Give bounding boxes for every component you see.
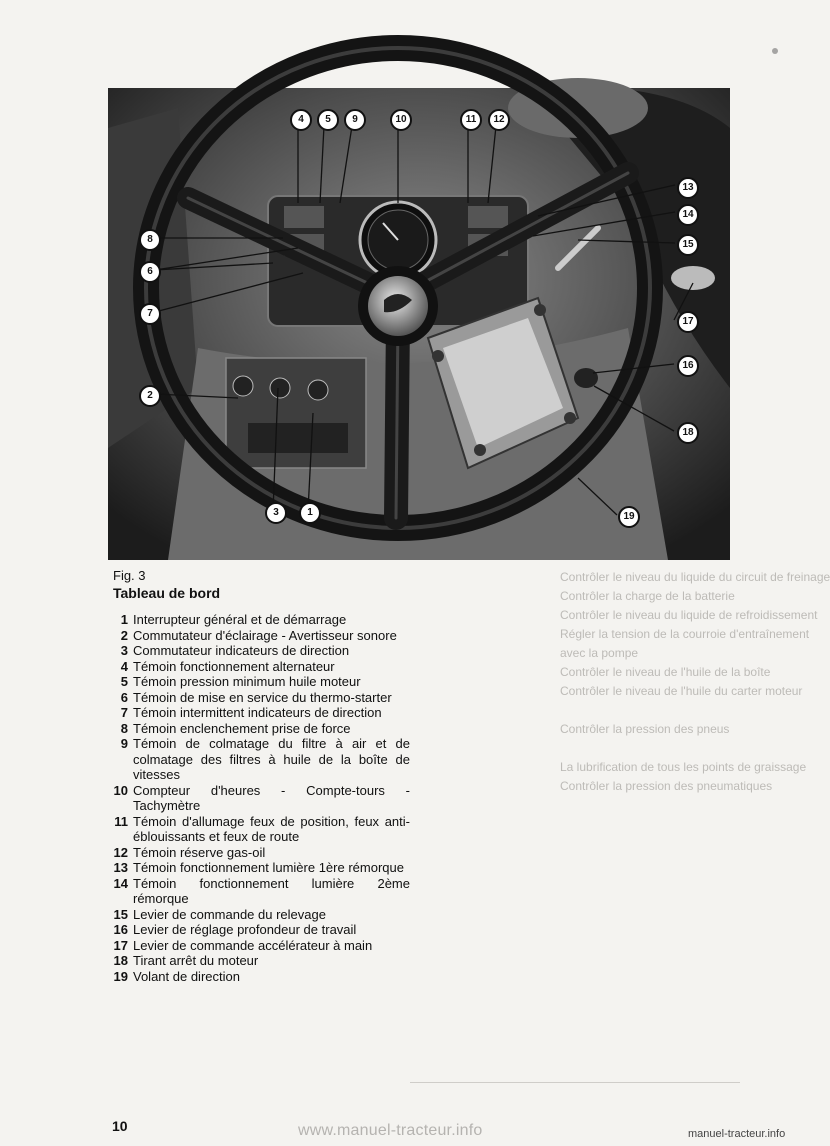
legend-number: 13 xyxy=(113,860,128,875)
callout-6: 6 xyxy=(139,261,161,283)
legend-text: Témoin fonctionnement lumière 1ère rémorque xyxy=(133,860,404,875)
legend-number: 10 xyxy=(113,782,128,798)
legend-item xyxy=(104,922,410,938)
legend-text: Témoin intermittent indicateurs de direction xyxy=(133,705,382,720)
legend-item xyxy=(104,705,410,721)
ghost-line: Contrôler le niveau de l'huile du carter moteur xyxy=(560,684,803,698)
legend-text: Interrupteur général et de démarrage xyxy=(133,612,347,627)
legend-item xyxy=(104,612,410,628)
legend-number: 1 xyxy=(120,612,128,627)
legend-text: Tirant arrêt du moteur xyxy=(133,953,259,968)
legend-text: Témoin enclenchement prise de force xyxy=(133,720,351,736)
legend-text: Commutateur d'éclairage - Avertisseur sonore xyxy=(133,627,397,643)
callout-2: 2 xyxy=(139,385,161,407)
legend-item xyxy=(104,845,410,861)
legend-number: 3 xyxy=(120,643,128,658)
callout-13: 13 xyxy=(677,177,699,199)
legend-list xyxy=(104,612,410,984)
ghost-line: Contrôler le niveau du liquide du circuit de freinage xyxy=(560,570,830,584)
watermark: www.manuel-tracteur.info xyxy=(298,1122,483,1139)
legend-item xyxy=(104,953,410,969)
ghost-line: Contrôler la pression des pneus xyxy=(560,722,730,736)
legend-text: Témoin de colmatage du filtre à air et de colmatage des filtres à huile de la boîte de vitesses xyxy=(133,736,410,782)
ghost-line: La lubrification de tous les points de graissage xyxy=(560,760,807,774)
ghost-line: Contrôler le niveau du liquide de refroidissement xyxy=(560,608,818,622)
legend-text: Témoin fonctionnement lumière 2ème rémorque xyxy=(133,875,410,906)
legend-item xyxy=(104,643,410,659)
dashboard-photo xyxy=(108,88,730,560)
bleed-through-text xyxy=(560,568,830,796)
legend-number: 17 xyxy=(113,937,128,953)
legend-number: 7 xyxy=(120,705,128,720)
dashboard-illustration xyxy=(108,88,730,560)
callout-8: 8 xyxy=(139,229,161,251)
page-number: 10 xyxy=(112,1118,128,1134)
page-corner-mark xyxy=(772,48,778,54)
legend-text: Témoin de mise en service du thermo-starter xyxy=(133,689,392,705)
legend-number: 4 xyxy=(120,658,128,674)
legend-item xyxy=(104,783,410,814)
legend-text: Témoin fonctionnement alternateur xyxy=(133,658,335,674)
legend-number: 2 xyxy=(120,627,128,643)
callout-14: 14 xyxy=(677,204,699,226)
legend-item xyxy=(104,907,410,923)
ghost-line: Contrôler la pression des pneumatiques xyxy=(560,779,773,793)
legend-number: 9 xyxy=(120,736,128,751)
legend-text: Commutateur indicateurs de direction xyxy=(133,643,350,658)
ghost-rule xyxy=(410,1082,740,1083)
callout-7: 7 xyxy=(139,303,161,325)
callout-16: 16 xyxy=(677,355,699,377)
callout-1: 1 xyxy=(299,502,321,524)
legend-number: 12 xyxy=(113,844,128,860)
legend-item xyxy=(104,659,410,675)
watermark-small: manuel-tracteur.info xyxy=(688,1128,786,1140)
callout-4: 4 xyxy=(290,109,312,131)
legend-text: Compteur d'heures - Compte-tours - Tachymètre xyxy=(133,782,410,813)
figure-title: Tableau de bord xyxy=(113,585,221,601)
legend-item xyxy=(104,674,410,690)
callout-10: 10 xyxy=(390,109,412,131)
legend-text: Témoin d'allumage feux de position, feux anti-éblouissants et feux de route xyxy=(133,813,410,844)
legend-text: Témoin pression minimum huile moteur xyxy=(133,674,361,689)
callout-19: 19 xyxy=(618,506,640,528)
ghost-line: Régler la tension de la courroie d'entraînement xyxy=(560,627,810,641)
callout-18: 18 xyxy=(677,422,699,444)
callout-11: 11 xyxy=(460,109,482,131)
legend-item xyxy=(104,814,410,845)
legend-item xyxy=(104,876,410,907)
legend-number: 19 xyxy=(113,968,128,984)
legend-item xyxy=(104,690,410,706)
legend-text: Levier de commande accélérateur à main xyxy=(133,937,373,953)
ghost-line: Contrôler la charge de la batterie xyxy=(560,589,735,603)
callout-9: 9 xyxy=(344,109,366,131)
callout-17: 17 xyxy=(677,311,699,333)
legend-text: Levier de réglage profondeur de travail xyxy=(133,922,357,937)
legend-item xyxy=(104,860,410,876)
legend-number: 6 xyxy=(120,689,128,705)
legend-number: 11 xyxy=(114,813,128,829)
ghost-line xyxy=(560,739,800,758)
ghost-line xyxy=(560,701,800,720)
legend-number: 5 xyxy=(120,674,128,689)
ghost-line: Contrôler le niveau de l'huile de la boîte xyxy=(560,665,771,679)
callout-12: 12 xyxy=(488,109,510,131)
legend-number: 15 xyxy=(113,906,128,922)
callout-5: 5 xyxy=(317,109,339,131)
legend-number: 14 xyxy=(113,875,128,891)
legend-item xyxy=(104,736,410,783)
callout-15: 15 xyxy=(677,234,699,256)
legend-item xyxy=(104,938,410,954)
callout-3: 3 xyxy=(265,502,287,524)
legend-text: Témoin réserve gas-oil xyxy=(133,844,266,860)
legend-number: 8 xyxy=(120,720,128,736)
legend-text: Volant de direction xyxy=(133,968,240,984)
legend-number: 16 xyxy=(113,922,128,937)
legend-number: 18 xyxy=(113,953,128,968)
legend-item xyxy=(104,721,410,737)
legend-item xyxy=(104,628,410,644)
legend-text: Levier de commande du relevage xyxy=(133,906,326,922)
legend-item xyxy=(104,969,410,985)
ghost-line: avec la pompe xyxy=(560,646,639,660)
figure-label: Fig. 3 xyxy=(113,568,146,583)
